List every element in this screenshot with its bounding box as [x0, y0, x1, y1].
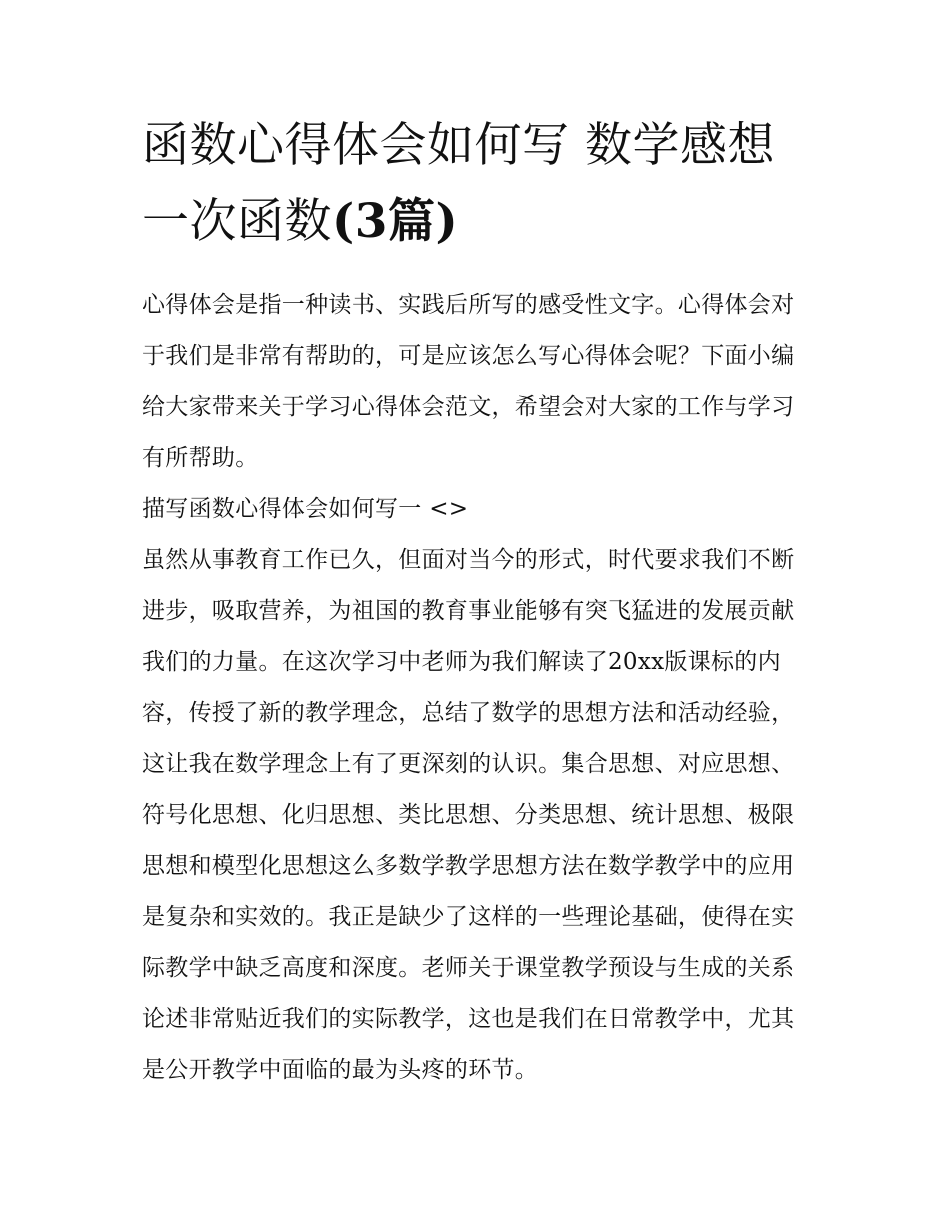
document-body [142, 280, 812, 1096]
title-part-count: (3篇) [332, 194, 459, 249]
body-paragraph: 虽然从事教育工作已久，但面对当今的形式，时代要求我们不断进步，吸取营养，为祖国的教育事业能够有突飞猛进的发展贡献我们的力量。在这次学习中老师为我们解读了20xx版课标的内容，传授了新的教学理念，总结了数学的思想方法和活动经验，这让我在数学理念上有了更深刻的认识。集合思想、对应思想、符号化思想、化归思想、类比思想、分类思想、统计思想、极限思想和模型化思想这么多数学教学思想方法在数学教学中的应用是复杂和实效的。我正是缺少了这样的一些理论基础，使得在实际教学中缺乏高度和深度。老师关于课堂教学预设与生成的关系论述非常贴近我们的实际教学，这也是我们在日常教学中，尤其是公开教学中面临的最为头疼的环节。 [142, 547, 795, 1083]
title-main: 函数心得体会如何写 数学感想一次函数 [142, 118, 775, 249]
intro-paragraph: 心得体会是指一种读书、实践后所写的感受性文字。心得体会对于我们是非常有帮助的，可是应该怎么写心得体会呢？下面小编给大家带来关于学习心得体会范文，希望会对大家的工作与学习有所帮助。 [142, 292, 795, 471]
document-title [142, 108, 822, 260]
section-heading: 描写函数心得体会如何写一 <> [142, 496, 469, 522]
